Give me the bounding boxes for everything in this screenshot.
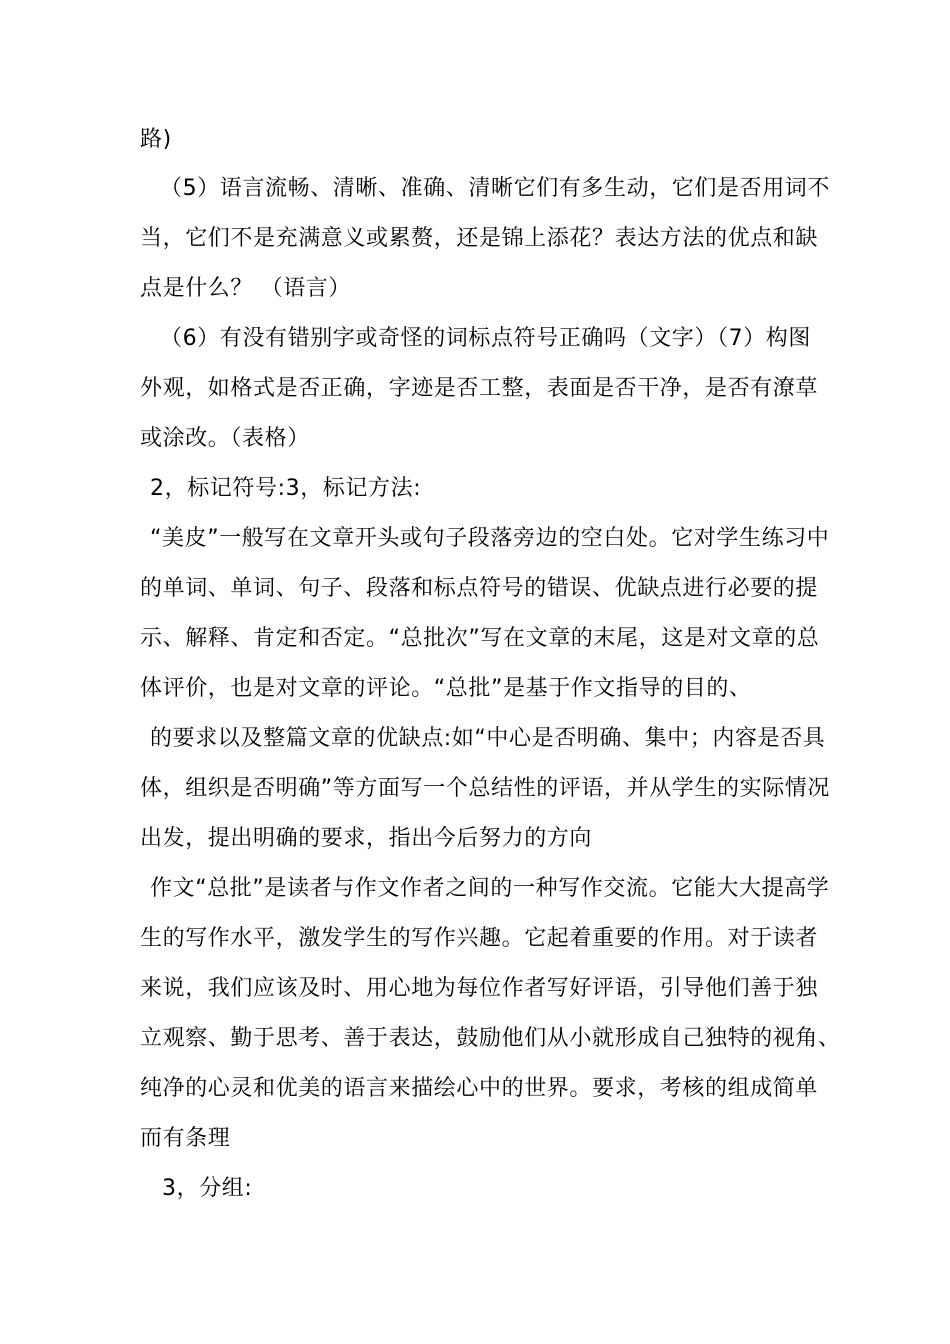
text-line: 体评价，也是对文章的评论。“总批”是基于作文指导的目的、	[140, 676, 752, 701]
text-line: （6）有没有错别字或奇怪的词标点符号正确吗（文字）（7）构图	[160, 326, 811, 351]
text-line: 外观，如格式是否正确，字迹是否工整，表面是否干净，是否有潦草	[140, 376, 819, 401]
text-line: 来说，我们应该及时、用心地为每位作者写好评语，引导他们善于独	[140, 976, 819, 1001]
text-line: 出发，提出明确的要求，指出今后努力的方向	[140, 826, 593, 851]
text-line: 点是什么？ （语言）	[140, 276, 351, 301]
text-line: 示、解释、肯定和否定。“总批次”写在文章的末尾，这是对文章的总	[140, 626, 820, 651]
text-line: 生的写作水平，激发学生的写作兴趣。它起着重要的作用。对于读者	[140, 926, 819, 951]
text-line: 的要求以及整篇文章的优缺点:如“中心是否明确、集中；内容是否具	[150, 726, 826, 751]
text-line: 路)	[140, 127, 172, 152]
section-heading: 3，分组:	[162, 1176, 253, 1201]
text-line: 体，组织是否明确”等方面写一个总结性的评语，并从学生的实际情况	[140, 776, 830, 801]
text-line: 作文“总批”是读者与作文作者之间的一种写作交流。它能大大提高学	[150, 876, 830, 901]
text-line: 当，它们不是充满意义或累赘，还是锦上添花？表达方法的优点和缺	[140, 226, 819, 251]
text-line: 而有条理	[140, 1126, 231, 1151]
text-line: “美皮”一般写在文章开头或句子段落旁边的空白处。它对学生练习中	[150, 526, 830, 551]
text-line: （5）语言流畅、清晰、准确、清晰它们有多生动，它们是否用词不	[160, 176, 830, 201]
section-heading: 2，标记符号:3，标记方法:	[150, 476, 422, 501]
text-line: 立观察、勤于思考、善于表达，鼓励他们从小就形成自己独特的视角、	[140, 1026, 841, 1051]
text-line: 或涂改。（表格）	[140, 426, 310, 451]
text-line: 的单词、单词、句子、段落和标点符号的错误、优缺点进行必要的提	[140, 576, 819, 601]
text-line: 纯净的心灵和优美的语言来描绘心中的世界。要求，考核的组成简单	[140, 1076, 819, 1101]
